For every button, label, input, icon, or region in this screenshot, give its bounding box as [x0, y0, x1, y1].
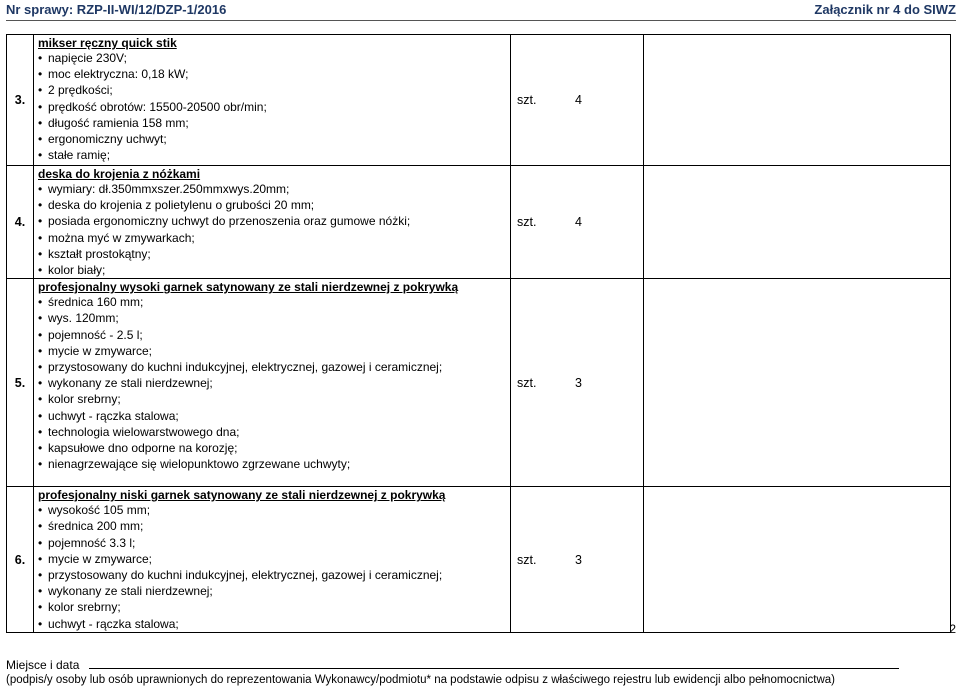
- item-description: [34, 279, 511, 487]
- items-table: [6, 34, 951, 633]
- attachment-label: Załącznik nr 4 do SIWZ: [814, 2, 956, 17]
- spec-item: • wykonany ze stali nierdzewnej;: [38, 583, 506, 599]
- spec-item: • napięcie 230V;: [38, 50, 506, 66]
- price-cell[interactable]: [644, 279, 951, 487]
- price-cell[interactable]: [644, 487, 951, 633]
- spec-list: [38, 181, 506, 278]
- item-number: 4.: [7, 166, 34, 279]
- item-quantity: [511, 35, 644, 166]
- item-description: [34, 487, 511, 633]
- spec-item: • kolor srebrny;: [38, 599, 506, 615]
- spec-item: • długość ramienia 158 mm;: [38, 115, 506, 131]
- spec-item: • wysokość 105 mm;: [38, 502, 506, 518]
- spec-item: • nienagrzewające się wielopunktowo zgrzewane uchwyty;: [38, 456, 506, 472]
- spec-item: • mycie w zmywarce;: [38, 343, 506, 359]
- spec-item: • pojemność - 2.5 l;: [38, 327, 506, 343]
- price-cell[interactable]: [644, 166, 951, 279]
- spec-item: • technologia wielowarstwowego dna;: [38, 424, 506, 440]
- spec-item: • kolor biały;: [38, 262, 506, 278]
- spec-list: [38, 50, 506, 163]
- spec-item: • 2 prędkości;: [38, 82, 506, 98]
- quantity-unit: szt.: [517, 215, 537, 230]
- spec-item: • kapsułowe dno odporne na korozję;: [38, 440, 506, 456]
- spec-item: • kolor srebrny;: [38, 391, 506, 407]
- spec-list: [38, 294, 506, 472]
- item-row: [7, 279, 951, 487]
- spec-item: • uchwyt - rączka stalowa;: [38, 616, 506, 632]
- spec-item: • pojemność 3.3 l;: [38, 535, 506, 551]
- item-row: [7, 35, 951, 166]
- item-title: profesjonalny niski garnek satynowany ze stali nierdzewnej z pokrywką: [38, 488, 446, 503]
- spec-item: • moc elektryczna: 0,18 kW;: [38, 66, 506, 82]
- quantity-value: 3: [575, 375, 582, 390]
- spec-item: • wykonany ze stali nierdzewnej;: [38, 375, 506, 391]
- header-divider: [6, 20, 956, 21]
- spec-item: • posiada ergonomiczny uchwyt do przenoszenia oraz gumowe nóżki;: [38, 213, 506, 229]
- quantity-value: 3: [575, 552, 582, 567]
- item-title: profesjonalny wysoki garnek satynowany ze stali nierdzewnej z pokrywką: [38, 280, 459, 295]
- item-description: [34, 35, 511, 166]
- item-row: [7, 487, 951, 633]
- items-table-body: [7, 35, 951, 633]
- quantity-unit: szt.: [517, 375, 537, 390]
- quantity-value: 4: [575, 93, 582, 107]
- item-title: mikser ręczny quick stik: [38, 36, 177, 50]
- item-quantity: [511, 166, 644, 279]
- spec-item: • deska do krojenia z polietylenu o grubości 20 mm;: [38, 197, 506, 213]
- item-number: 5.: [7, 279, 34, 487]
- spec-item: • przystosowany do kuchni indukcyjnej, elektrycznej, gazowej i ceramicznej;: [38, 359, 506, 375]
- place-date-line: [6, 658, 899, 672]
- spec-item: • uchwyt - rączka stalowa;: [38, 408, 506, 424]
- item-row: [7, 166, 951, 279]
- quantity-unit: szt.: [517, 93, 537, 107]
- spec-list: [38, 502, 506, 632]
- spec-item: • stałe ramię;: [38, 147, 506, 163]
- page-number: 2: [949, 622, 956, 636]
- spec-item: • ergonomiczny uchwyt;: [38, 131, 506, 147]
- item-title: deska do krojenia z nóżkami: [38, 167, 201, 181]
- spec-item: • kształt prostokątny;: [38, 246, 506, 262]
- price-cell[interactable]: [644, 35, 951, 166]
- spec-item: • mycie w zmywarce;: [38, 551, 506, 567]
- place-date-blank: [89, 658, 899, 669]
- spec-item: • przystosowany do kuchni indukcyjnej, elektrycznej, gazowej i ceramicznej;: [38, 567, 506, 583]
- item-number: 3.: [7, 35, 34, 166]
- item-quantity: [511, 279, 644, 487]
- quantity-value: 4: [575, 215, 582, 230]
- quantity-unit: szt.: [517, 552, 537, 567]
- item-quantity: [511, 487, 644, 633]
- item-description: [34, 166, 511, 279]
- spec-item: • prędkość obrotów: 15500-20500 obr/min;: [38, 99, 506, 115]
- item-number: 6.: [7, 487, 34, 633]
- spec-item: • średnica 160 mm;: [38, 294, 506, 310]
- spec-item: • średnica 200 mm;: [38, 518, 506, 534]
- spec-item: • można myć w zmywarkach;: [38, 230, 506, 246]
- document-reference: Nr sprawy: RZP-II-WI/12/DZP-1/2016: [6, 2, 227, 17]
- spec-item: • wymiary: dł.350mmxszer.250mmxwys.20mm;: [38, 181, 506, 197]
- spec-item: • wys. 120mm;: [38, 310, 506, 326]
- signature-note: (podpis/y osoby lub osób uprawnionych do reprezentowania Wykonawcy/podmiotu* na podstawie odpisu z właściwego rejestru lub ewidencji albo pełnomocnictwa): [6, 674, 835, 686]
- place-date-label: Miejsce i data: [6, 658, 80, 672]
